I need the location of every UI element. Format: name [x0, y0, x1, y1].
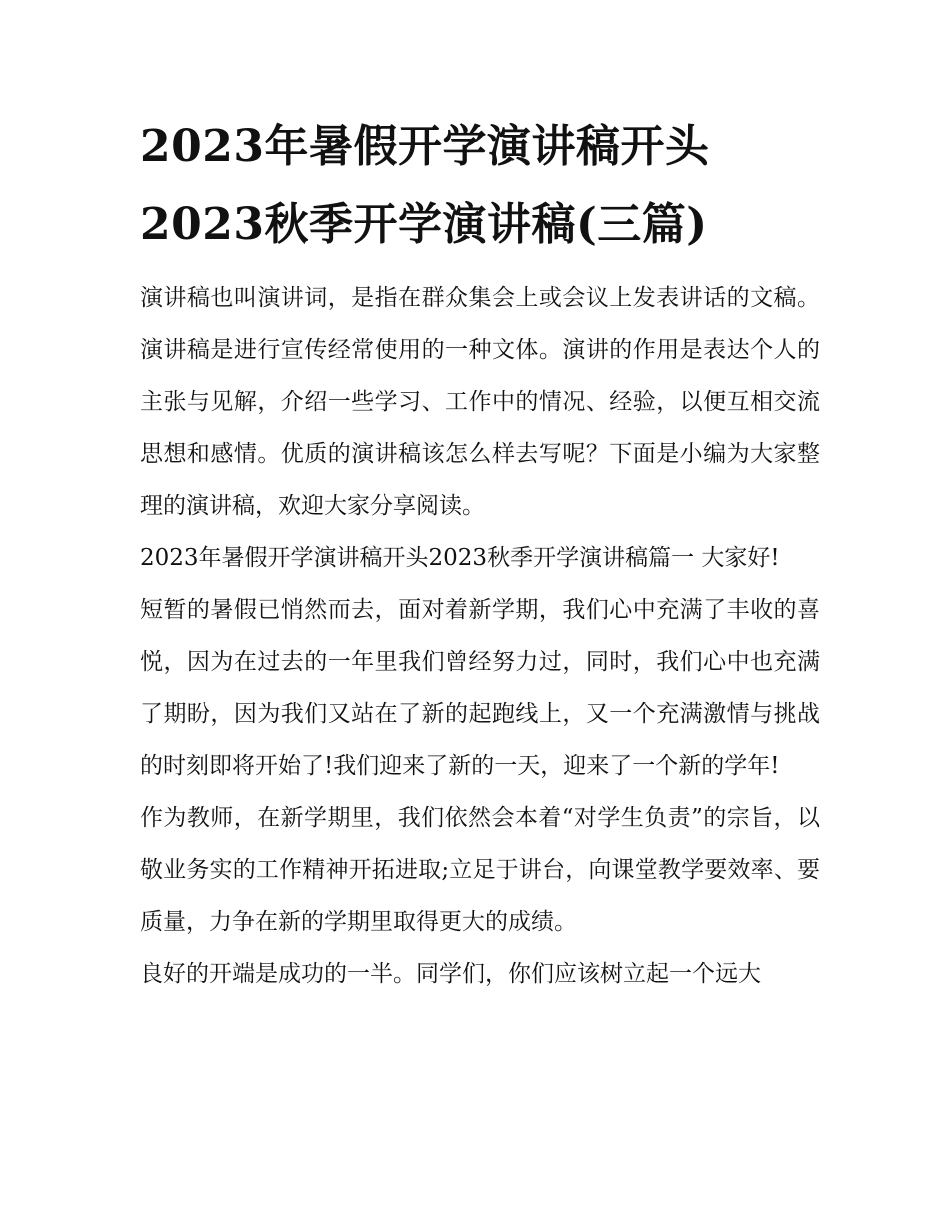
body-paragraph-3: 良好的开端是成功的一半。同学们，你们应该树立起一个远大: [140, 961, 761, 987]
document-title: [140, 108, 820, 264]
document-body: [140, 108, 820, 1000]
body-paragraph-1: 短暂的暑假已悄然而去，面对着新学期，我们心中充满了丰收的喜悦，因为在过去的一年里我们曾经努力过，同时，我们心中也充满了期盼，因为我们又站在了新的起跑线上，又一个充满激情与挑战的时刻即将开始了!我们迎来了新的一天，迎来了一个新的学年!: [140, 597, 820, 779]
section-heading-paragraph: 2023年暑假开学演讲稿开头2023秋季开学演讲稿篇一 大家好!: [140, 545, 780, 571]
title-line-2: 2023秋季开学演讲稿(三篇): [140, 199, 708, 250]
title-line-1: 2023年暑假开学演讲稿开头: [140, 121, 710, 172]
body-paragraph-2: 作为教师，在新学期里，我们依然会本着“对学生负责”的宗旨，以敬业务实的工作精神开拓进取;立足于讲台，向课堂教学要效率、要质量，力争在新的学期里取得更大的成绩。: [140, 805, 820, 935]
intro-paragraph: 演讲稿也叫演讲词，是指在群众集会上或会议上发表讲话的文稿。演讲稿是进行宣传经常使用的一种文体。演讲的作用是表达个人的主张与见解，介绍一些学习、工作中的情况、经验，以便互相交流思想和感情。优质的演讲稿该怎么样去写呢？下面是小编为大家整理的演讲稿，欢迎大家分享阅读。: [140, 285, 820, 519]
